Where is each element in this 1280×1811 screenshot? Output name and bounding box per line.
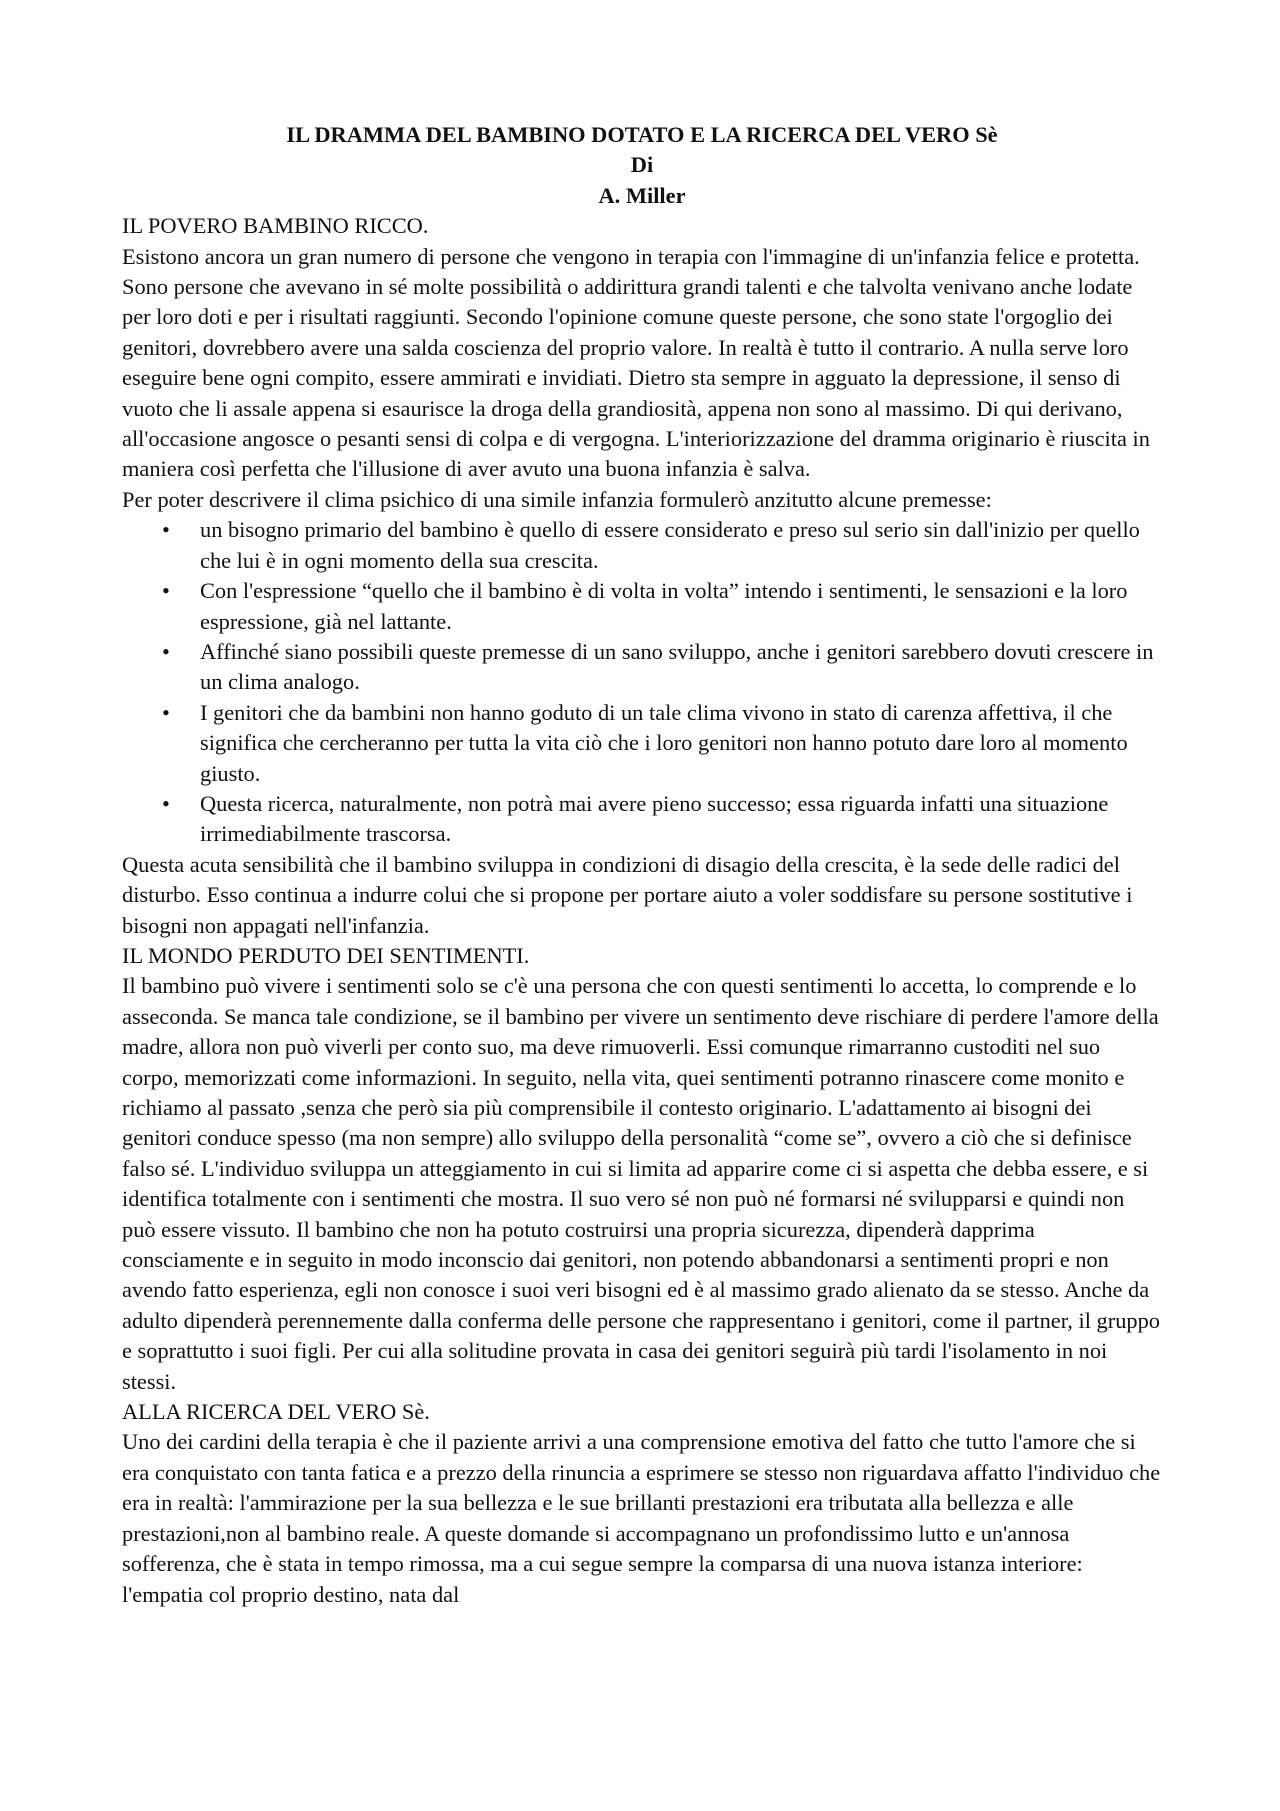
premises-list [122, 515, 1162, 849]
bullet-icon: • [162, 790, 170, 816]
title-block [122, 120, 1162, 211]
paragraph: Questa acuta sensibilità che il bambino sviluppa in condizioni di disagio della crescita, è la sede delle radici del disturbo. Esso continua a indurre colui che si propone per portare aiuto a voler soddisfare su persone sostitutive i bisogni non appagati nell'infanzia. [122, 851, 1133, 938]
document-page [122, 120, 1162, 1610]
list-item-text: Affinché siano possibili queste premesse di un sano sviluppo, anche i genitori sarebbero dovuti crescere in un clima analogo. [200, 638, 1154, 695]
paragraph: Per poter descrivere il clima psichico di una simile infanzia formulerò anzitutto alcune premesse: [122, 486, 992, 512]
section-heading-ricerca-vero-se: ALLA RICERCA DEL VERO Sè. [122, 1399, 430, 1425]
list-item [122, 515, 1162, 576]
list-item-text: Con l'espressione “quello che il bambino è di volta in volta” intendo i sentimenti, le sensazioni e la loro espressione, già nel lattante. [200, 578, 1128, 634]
title-author: A. Miller [598, 182, 686, 208]
list-item [122, 789, 1162, 850]
paragraph: Uno dei cardini della terapia è che il paziente arrivi a una comprensione emotiva del fatto che tutto l'amore che si era conquistato con tanta fatica e a prezzo della rinuncia a esprimere se stesso non riguardava affatto l'individuo che era in realtà: l'ammirazione per la sua bellezza e le sue brillanti prestazioni era tributata alla bellezza e alle prestazioni,non al bambino reale. A queste domande si accompagnano un profondissimo lutto e un'annosa sofferenza, che è stata in tempo rimossa, ma a cui segue sempre la comparsa di una nuova istanza interiore: l'empatia col proprio destino, nata dal [122, 1429, 1161, 1607]
bullet-icon: • [162, 699, 170, 725]
section-heading-mondo-perduto: IL MONDO PERDUTO DEI SENTIMENTI. [122, 942, 530, 968]
title-by: Di [630, 152, 654, 178]
section-heading-povero-bambino: IL POVERO BAMBINO RICCO. [122, 213, 429, 239]
list-item [122, 637, 1162, 698]
list-item-text: un bisogno primario del bambino è quello di essere considerato e preso sul serio sin dall'inizio per quello che lui è in ogni momento della sua crescita. [200, 517, 1140, 573]
list-item [122, 576, 1162, 637]
list-item [122, 698, 1162, 789]
bullet-icon: • [162, 578, 170, 604]
document-title: IL DRAMMA DEL BAMBINO DOTATO E LA RICERCA DEL VERO Sè [286, 122, 998, 147]
list-item-text: I genitori che da bambini non hanno goduto di un tale clima vivono in stato di carenza affettiva, il che significa che cercheranno per tutta la vita ciò che i loro genitori non hanno potuto dare loro al momento giusto. [200, 699, 1128, 786]
bullet-icon: • [162, 517, 170, 543]
bullet-icon: • [162, 638, 170, 664]
list-item-text: Questa ricerca, naturalmente, non potrà mai avere pieno successo; essa riguarda infatti una situazione irrimediabilmente trascorsa. [200, 790, 1109, 847]
paragraph: Esistono ancora un gran numero di persone che vengono in terapia con l'immagine di un'infanzia felice e protetta. Sono persone che avevano in sé molte possibilità o addirittura grandi talenti e che talvolta venivano anche lodate per loro doti e per i risultati raggiunti. Secondo l'opinione comune queste persone, che sono state l'orgoglio dei genitori, dovrebbero avere una salda coscienza del proprio valore. In realtà è tutto il contrario. A nulla serve loro eseguire bene ogni compito, essere ammirati e invidiati. Dietro sta sempre in agguato la depressione, il senso di vuoto che li assale appena si esaurisce la droga della grandiosità, appena non sono al massimo. Di qui derivano, all'occasione angosce o pesanti sensi di colpa e di vergogna. L'interiorizzazione del dramma originario è riuscita in maniera così perfetta che l'illusione di aver avuto una buona infanzia è salva. [122, 243, 1150, 482]
paragraph: Il bambino può vivere i sentimenti solo se c'è una persona che con questi sentimenti lo accetta, lo comprende e lo asseconda. Se manca tale condizione, se il bambino per vivere un sentimento deve rischiare di perdere l'amore della madre, allora non può viverli per conto suo, ma deve rimuoverli. Essi comunque rimarranno custoditi nel suo corpo, memorizzati come informazioni. In seguito, nella vita, quei sentimenti potranno rinascere come monito e richiamo al passato ,senza che però sia più comprensibile il contesto originario. L'adattamento ai bisogni dei genitori conduce spesso (ma non sempre) allo sviluppo della personalità “come se”, ovvero a ciò che si definisce falso sé. L'individuo sviluppa un atteggiamento in cui si limita ad apparire come ci si aspetta che debba essere, e si identifica totalmente con i sentimenti che mostra. Il suo vero sé non può né formarsi né svilupparsi e quindi non può essere vissuto. Il bambino che non ha potuto costruirsi una propria sicurezza, dipenderà dapprima consciamente e in seguito in modo inconscio dai genitori, non potendo abbandonarsi a sentimenti propri e non avendo fatto esperienza, egli non conosce i suoi veri bisogni ed è al massimo grado alienato da se stesso. Anche da adulto dipenderà perennemente dalla conferma delle persone che rappresentano i genitori, come il partner, il gruppo e soprattutto i suoi figli. Per cui alla solitudine provata in casa dei genitori seguirà più tardi l'isolamento in noi stessi. [122, 973, 1160, 1394]
